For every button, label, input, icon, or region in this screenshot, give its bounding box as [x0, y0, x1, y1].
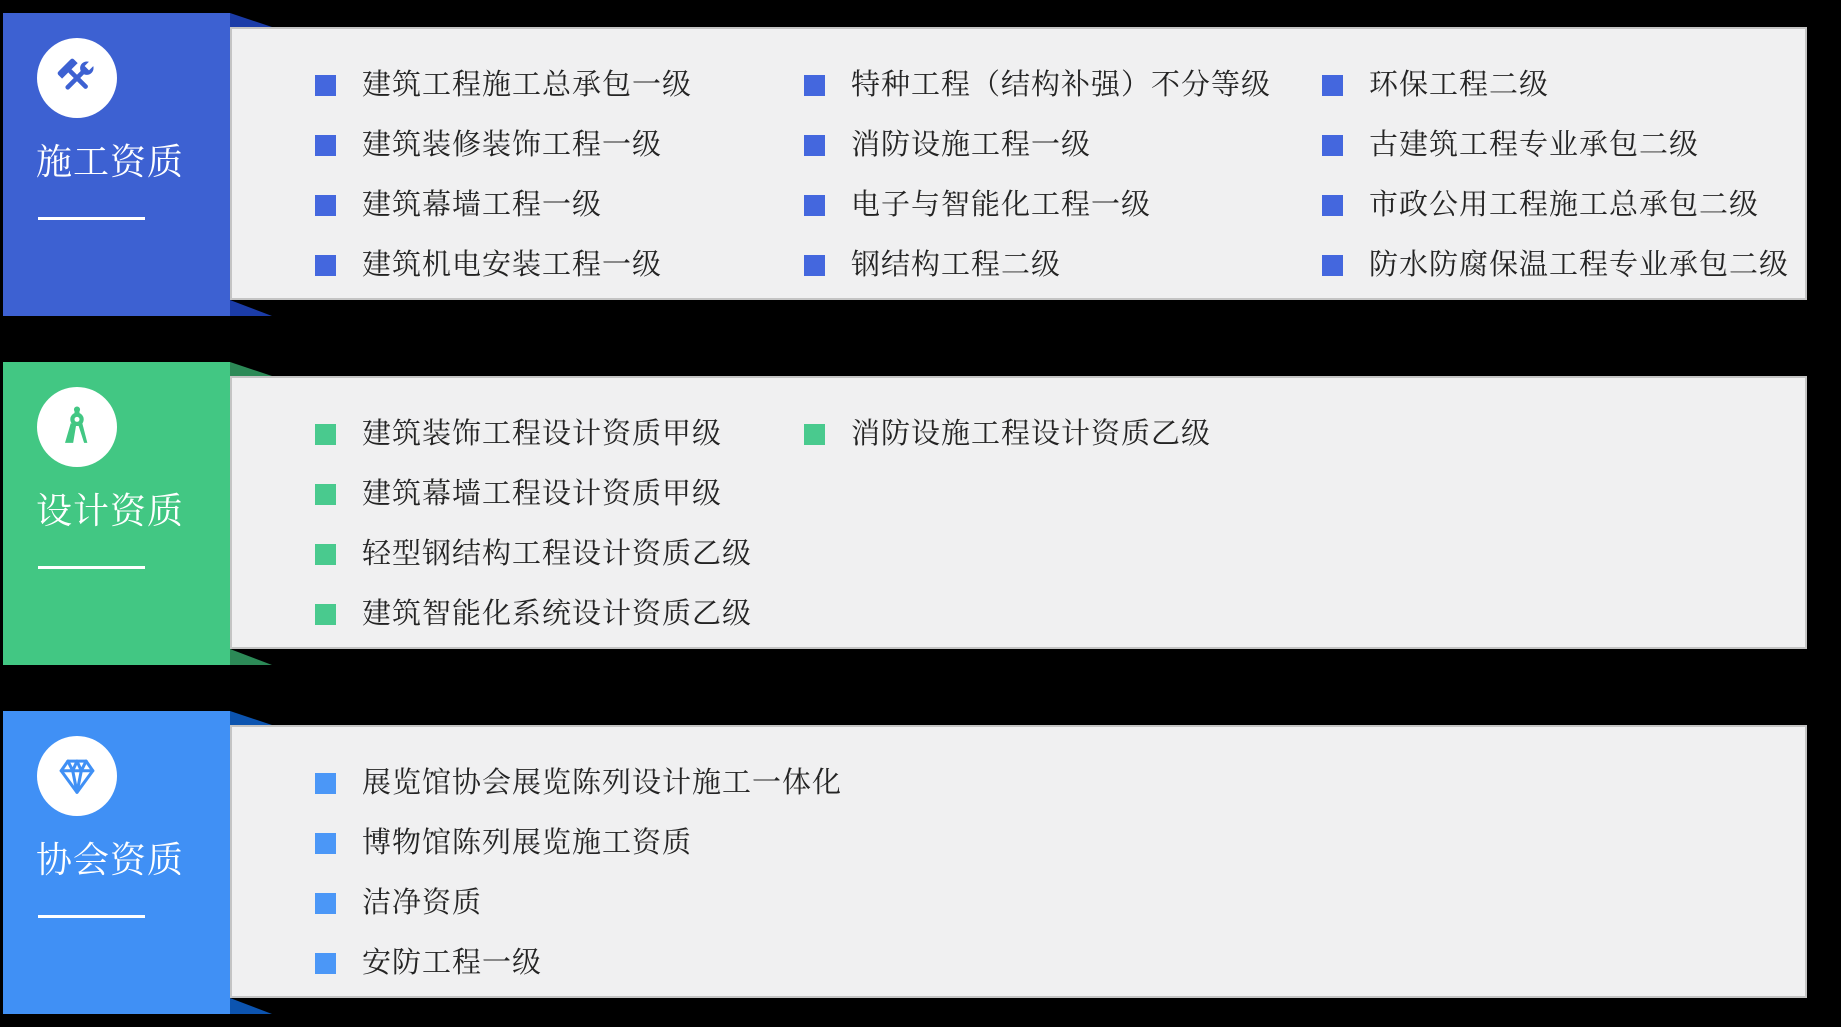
- bullet-square-icon: [315, 484, 336, 505]
- qualification-item: [315, 235, 692, 295]
- section-construction: [0, 13, 1841, 316]
- qualification-item-label: 安防工程一级: [362, 946, 543, 979]
- title-underline: [38, 915, 145, 918]
- qualification-item-label: 消防设施工程设计资质乙级: [851, 417, 1212, 450]
- bullet-square-icon: [315, 544, 336, 565]
- qualification-column: [315, 55, 692, 295]
- qualification-item-label: 电子与智能化工程一级: [851, 188, 1152, 221]
- qualification-column: [315, 753, 842, 993]
- section-ribbon: [3, 711, 230, 1014]
- qualification-item: [1322, 55, 1789, 115]
- bullet-square-icon: [1322, 255, 1343, 276]
- qualification-item-label: 防水防腐保温工程专业承包二级: [1369, 248, 1790, 281]
- bullet-square-icon: [315, 833, 336, 854]
- bullet-square-icon: [804, 75, 825, 96]
- qualification-item-label: 建筑幕墙工程设计资质甲级: [362, 477, 723, 510]
- section-panel: [230, 27, 1807, 300]
- section-title: 设计资质: [36, 490, 185, 531]
- qualification-item: [1322, 235, 1789, 295]
- qualification-item: [315, 404, 752, 464]
- section-title: 协会资质: [36, 839, 185, 880]
- qualification-item: [315, 55, 692, 115]
- qualification-item: [315, 753, 842, 813]
- section-ribbon: [3, 13, 230, 316]
- qualification-item-label: 轻型钢结构工程设计资质乙级: [362, 537, 753, 570]
- badge-circle: [37, 387, 117, 467]
- qualification-item: [315, 584, 752, 644]
- bullet-square-icon: [1322, 135, 1343, 156]
- qualification-item: [315, 813, 842, 873]
- hammer-wrench-icon: [54, 55, 100, 101]
- ribbon-fold-bottom: [230, 998, 272, 1014]
- qualification-item-label: 消防设施工程一级: [851, 128, 1092, 161]
- bullet-square-icon: [315, 893, 336, 914]
- ribbon-fold-top: [230, 13, 272, 27]
- section-ribbon: [3, 362, 230, 665]
- bullet-square-icon: [315, 604, 336, 625]
- section-association: [0, 711, 1841, 1014]
- qualification-item: [315, 464, 752, 524]
- qualification-item-label: 建筑智能化系统设计资质乙级: [362, 597, 753, 630]
- ribbon-fold-bottom: [230, 300, 272, 316]
- qualification-item-label: 钢结构工程二级: [851, 248, 1062, 281]
- bullet-square-icon: [804, 195, 825, 216]
- qualification-item: [315, 175, 692, 235]
- qualification-item: [315, 115, 692, 175]
- qualification-item: [804, 175, 1271, 235]
- section-design: [0, 362, 1841, 665]
- qualification-column: [1322, 55, 1789, 295]
- qualification-item: [1322, 175, 1789, 235]
- bullet-square-icon: [315, 195, 336, 216]
- qualification-item-label: 博物馆陈列展览施工资质: [362, 826, 693, 859]
- bullet-square-icon: [804, 424, 825, 445]
- bullet-square-icon: [315, 424, 336, 445]
- qualification-column: [804, 404, 1211, 464]
- qualification-item: [1322, 115, 1789, 175]
- qualification-item-label: 环保工程二级: [1369, 68, 1550, 101]
- title-underline: [38, 217, 145, 220]
- bullet-square-icon: [315, 135, 336, 156]
- qualification-item-label: 特种工程（结构补强）不分等级: [851, 68, 1272, 101]
- bullet-square-icon: [804, 255, 825, 276]
- qualification-item-label: 建筑装修装饰工程一级: [362, 128, 663, 161]
- section-panel: [230, 376, 1807, 649]
- qualification-item-label: 古建筑工程专业承包二级: [1369, 128, 1700, 161]
- qualification-column: [315, 404, 752, 644]
- ribbon-fold-bottom: [230, 649, 272, 665]
- qualification-item-label: 建筑装饰工程设计资质甲级: [362, 417, 723, 450]
- qualification-item: [315, 873, 842, 933]
- qualification-item-label: 市政公用工程施工总承包二级: [1369, 188, 1760, 221]
- bullet-square-icon: [804, 135, 825, 156]
- bullet-square-icon: [1322, 75, 1343, 96]
- qualification-column: [804, 55, 1271, 295]
- bullet-square-icon: [315, 75, 336, 96]
- badge-circle: [37, 38, 117, 118]
- qualification-item-label: 展览馆协会展览陈列设计施工一体化: [362, 766, 843, 799]
- qualification-item: [804, 55, 1271, 115]
- qualification-item-label: 洁净资质: [362, 886, 483, 919]
- section-panel: [230, 725, 1807, 998]
- section-title: 施工资质: [36, 141, 185, 182]
- title-underline: [38, 566, 145, 569]
- qualification-item: [315, 524, 752, 584]
- qualification-item-label: 建筑工程施工总承包一级: [362, 68, 693, 101]
- bullet-square-icon: [315, 773, 336, 794]
- qualification-item-label: 建筑幕墙工程一级: [362, 188, 603, 221]
- ribbon-fold-top: [230, 711, 272, 725]
- bullet-square-icon: [315, 953, 336, 974]
- qualification-item: [804, 404, 1211, 464]
- qualification-item: [315, 933, 842, 993]
- ribbon-fold-top: [230, 362, 272, 376]
- bullet-square-icon: [315, 255, 336, 276]
- qualification-item-label: 建筑机电安装工程一级: [362, 248, 663, 281]
- bullet-square-icon: [1322, 195, 1343, 216]
- badge-circle: [37, 736, 117, 816]
- diamond-icon: [54, 753, 100, 799]
- qualification-item: [804, 115, 1271, 175]
- qualification-item: [804, 235, 1271, 295]
- drafting-compass-icon: [54, 404, 100, 450]
